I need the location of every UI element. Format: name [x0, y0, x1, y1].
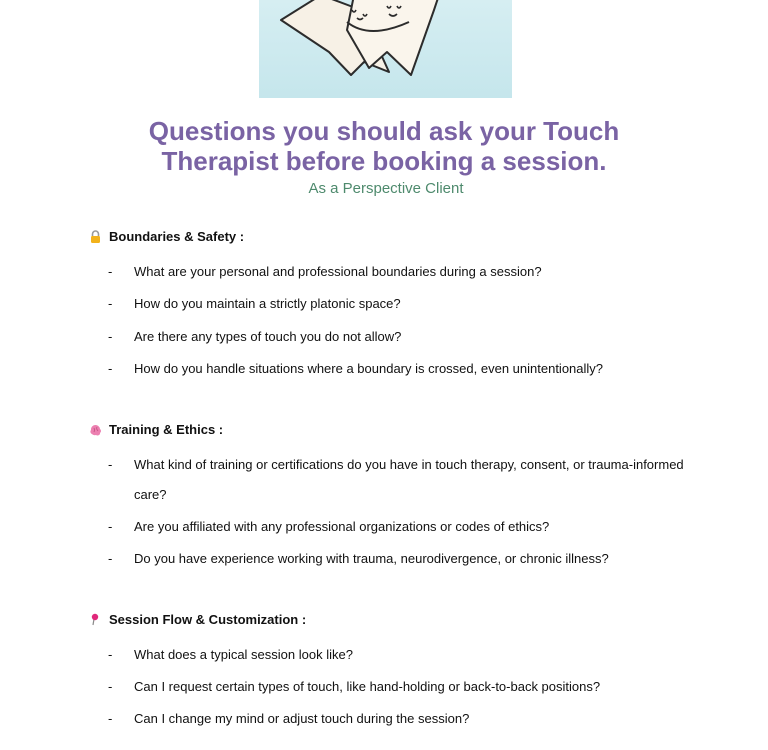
- list-item: [108, 257, 708, 287]
- brain-icon: [89, 423, 102, 436]
- bullet-dash: -: [108, 264, 113, 279]
- list-item-text: Can I change my mind or adjust touch during the session?: [134, 711, 470, 726]
- lock-icon: [89, 230, 102, 243]
- list-item: [108, 672, 708, 702]
- bullet-dash: -: [108, 711, 113, 726]
- bullet-dash: -: [108, 361, 113, 376]
- list-item: [108, 512, 708, 542]
- section-heading-label: Boundaries & Safety :: [109, 229, 245, 244]
- list-item: [108, 544, 708, 574]
- title-line-1: Questions you should ask your Touch: [148, 116, 620, 146]
- list-item: [108, 354, 708, 384]
- section-heading-label: Training & Ethics :: [109, 422, 224, 437]
- list-item-text: Can I request certain types of touch, like hand-holding or back-to-back positions?: [134, 679, 601, 694]
- header-illustration: [259, 0, 512, 98]
- list-item-text: Are there any types of touch you do not allow?: [134, 329, 402, 344]
- section-heading-boundaries: [89, 229, 244, 244]
- bullet-dash: -: [108, 647, 113, 662]
- list-item-text: What does a typical session look like?: [134, 647, 353, 662]
- bullet-dash: -: [108, 329, 113, 344]
- list-item-text: How do you maintain a strictly platonic space?: [134, 296, 401, 311]
- list-item: [108, 289, 708, 319]
- title-line-2: Therapist before booking a session.: [161, 146, 607, 176]
- page-subtitle: As a Perspective Client: [308, 180, 464, 197]
- bullet-dash: -: [108, 679, 113, 694]
- section-heading-session-flow: [89, 612, 306, 627]
- bullet-dash: -: [108, 551, 113, 566]
- list-item-text: What are your personal and professional boundaries during a session?: [134, 264, 542, 279]
- list-item: [108, 450, 708, 510]
- hugging-paper-characters-illustration: [259, 0, 512, 98]
- page-title: [0, 116, 768, 176]
- list-item-text: How do you handle situations where a boundary is crossed, even unintentionally?: [134, 361, 604, 376]
- list-item: [108, 640, 708, 670]
- bullet-dash: -: [108, 296, 113, 311]
- section-heading-label: Session Flow & Customization :: [109, 612, 307, 627]
- bullet-dash: -: [108, 457, 113, 472]
- pushpin-icon: [89, 613, 102, 626]
- list-item: [108, 704, 708, 734]
- list-item-text: Are you affiliated with any professional organizations or codes of ethics?: [134, 519, 550, 534]
- list-item-text: What kind of training or certifications do you have in touch therapy, consent, or trauma-informed care?: [134, 457, 684, 502]
- section-heading-training: [89, 422, 223, 437]
- bullet-dash: -: [108, 519, 113, 534]
- list-item: [108, 322, 708, 352]
- list-item-text: Do you have experience working with trauma, neurodivergence, or chronic illness?: [134, 551, 609, 566]
